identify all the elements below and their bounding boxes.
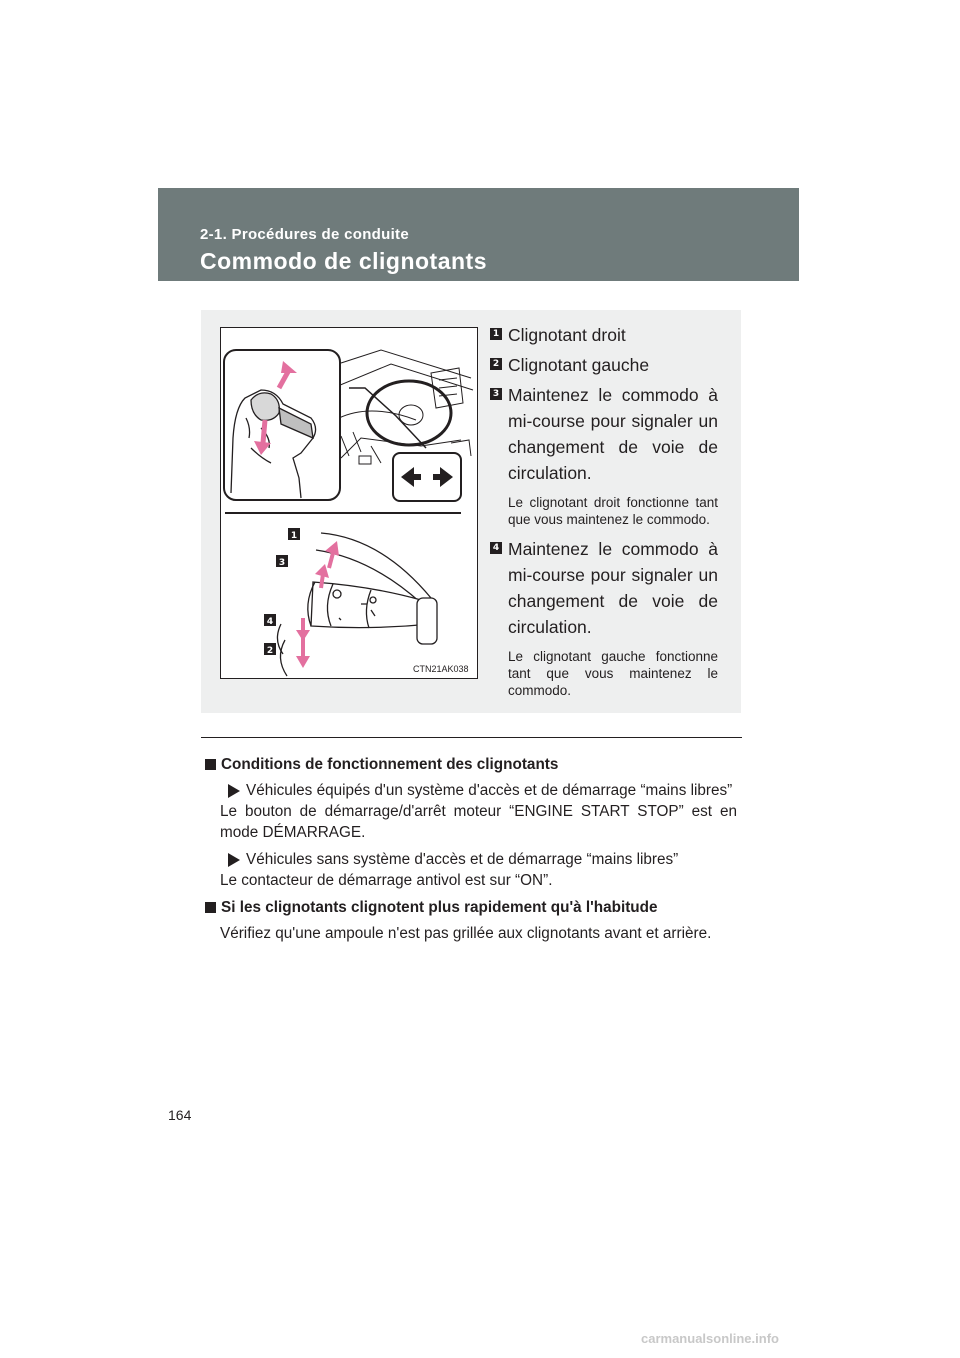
- legend-note: Le clignotant droit fonctionne tant que vous maintenez le commodo.: [508, 495, 718, 527]
- condition-line: [220, 849, 737, 870]
- legend-label: Clignotant droit: [508, 325, 626, 345]
- callout-number: 4: [266, 617, 274, 627]
- legend-item: [490, 352, 718, 378]
- turn-signal-illustration: [220, 327, 478, 679]
- watermark: carmanualsonline.info: [641, 1331, 779, 1346]
- legend-label: Maintenez le commodo à mi-course pour signaler un changement de voie de circulation.: [508, 385, 718, 483]
- condition-text: Véhicules équipés d'un système d'accès et de démarrage “mains libres”: [246, 782, 733, 799]
- triangle-arrow-icon: [228, 853, 240, 867]
- note-heading: [205, 754, 737, 775]
- square-bullet-icon: [205, 902, 216, 913]
- legend-number-badge: 2: [490, 358, 502, 370]
- callout-number: 1: [290, 531, 298, 541]
- legend-item: [490, 322, 718, 348]
- figure-panel: [201, 310, 741, 713]
- note-text: Le bouton de démarrage/d'arrêt moteur “ENGINE START STOP” est en mode DÉMARRAGE.: [220, 803, 737, 841]
- page-number: 164: [168, 1107, 192, 1123]
- illustration-svg: [221, 328, 477, 678]
- condition-line: [220, 780, 737, 801]
- callout-number: 2: [266, 646, 274, 656]
- figure-code: CTN21AK038: [413, 664, 469, 674]
- note-text: Vérifiez qu'une ampoule n'est pas grillée aux clignotants avant et arrière.: [220, 925, 712, 942]
- section-label: 2-1. Procédures de conduite: [200, 226, 409, 243]
- section-divider: [201, 737, 742, 738]
- lane-change-icon: [393, 453, 461, 501]
- callout-number: 3: [278, 558, 286, 568]
- legend-label: Maintenez le commodo à mi-course pour signaler un changement de voie de circulation.: [508, 539, 718, 637]
- note-body: [205, 780, 737, 891]
- legend-item: [490, 382, 718, 528]
- square-bullet-icon: [205, 759, 216, 770]
- triangle-arrow-icon: [228, 784, 240, 798]
- legend-label: Clignotant gauche: [508, 355, 650, 375]
- callout-badges: [264, 528, 300, 656]
- note-text: Le contacteur de démarrage antivol est sur “ON”.: [220, 872, 553, 889]
- note-heading: [205, 897, 737, 918]
- condition-text: Véhicules sans système d'accès et de démarrage “mains libres”: [246, 851, 679, 868]
- page-title: Commodo de clignotants: [200, 248, 487, 274]
- legend-number-badge: 4: [490, 542, 502, 554]
- legend-note: Le clignotant gauche fonctionne tant que vous maintenez le commodo.: [508, 649, 718, 698]
- legend-number-badge: 1: [490, 328, 502, 340]
- note-body: [205, 923, 737, 944]
- legend-item: [490, 536, 718, 699]
- note-heading-text: Si les clignotants clignotent plus rapidement qu'à l'habitude: [221, 899, 658, 916]
- legend-number-badge: 3: [490, 388, 502, 400]
- note-heading-text: Conditions de fonctionnement des clignotants: [221, 756, 559, 773]
- dashboard-sketch: [333, 350, 473, 464]
- section-header-band: [158, 188, 799, 281]
- figure-legend: [490, 322, 718, 707]
- notes-section: [205, 754, 737, 950]
